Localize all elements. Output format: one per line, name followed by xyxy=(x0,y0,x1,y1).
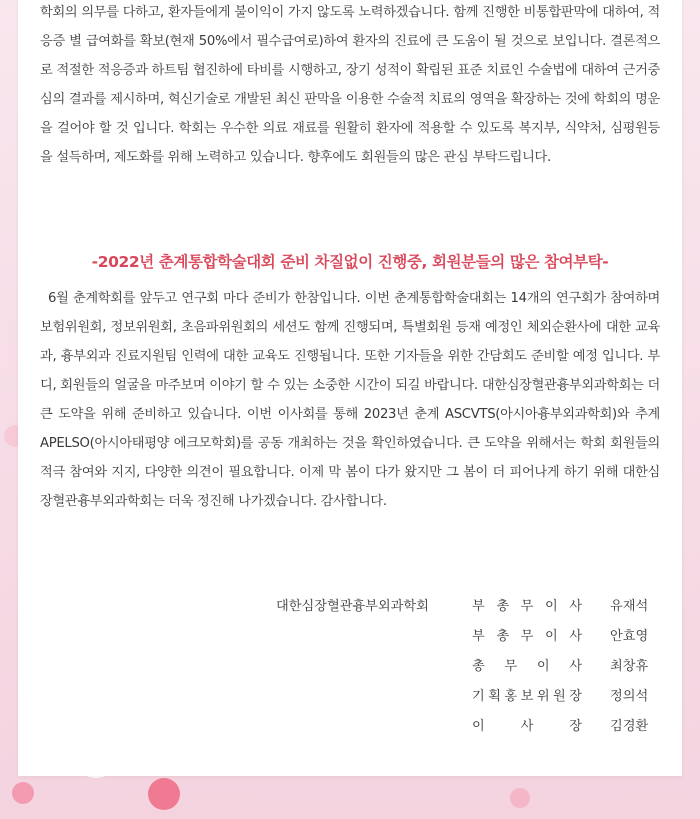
signature-organization: 대한심장혈관흉부외과학회 xyxy=(276,599,429,614)
signature-role-char: 기 xyxy=(472,689,485,704)
signature-name: 안효영 xyxy=(610,629,649,644)
signature-role-char: 무 xyxy=(504,659,518,674)
signature-role-char: 사 xyxy=(569,629,582,644)
signature-role-char: 홍 xyxy=(504,689,518,704)
signature-role xyxy=(472,625,582,644)
petal-decoration xyxy=(510,788,530,808)
signature-role-char: 총 xyxy=(496,629,510,644)
signature-role-char: 총 xyxy=(496,599,510,614)
signature-role-char: 이 xyxy=(536,659,550,674)
signature-row xyxy=(18,685,682,715)
signature-name: 유재석 xyxy=(610,599,649,614)
signature-role-char: 획 xyxy=(488,689,501,704)
signature-role-char: 사 xyxy=(520,719,534,734)
signature-role xyxy=(472,685,582,704)
signature-name: 최창휴 xyxy=(610,659,649,674)
signature-role-char: 총 xyxy=(472,659,485,674)
signature-row xyxy=(18,625,682,655)
body-paragraph-1: 학회의 의무를 다하고, 환자들에게 불이익이 가지 않도록 노력하겠습니다. 함께 진행한 비통합판막에 대하여, 적응증 별 급여화를 확보(현재 50%에서 필수급여로)하여 환자의 진료에 큰 도움이 될 것으로 보입니다. 결론적으로 적절한 적응증과 하트팀 협진하에 타비를 시행하고, 장기 성적이 확립된 표준 치료인 수술법에 대하여 근거중심의 결과를 제시하며, 혁신기술로 개발된 최신 판막을 이용한 수술적 치료의 영역을 확장하는 것에 학회의 명운을 걸어야 할 것 입니다. 학회는 우수한 의료 재료를 원활히 환자에 적용할 수 있도록 복지부, 식약처, 심평원등을 설득하며, 제도화를 위해 노력하고 있습니다. 향후에도 회원들의 많은 관심 부탁드립니다. xyxy=(40,5,660,165)
signature-role-char: 위 xyxy=(536,689,550,704)
signature-role-char: 보 xyxy=(520,689,534,704)
signature-role-char: 무 xyxy=(520,629,534,644)
signature-role-char: 장 xyxy=(569,689,582,704)
signature-role xyxy=(472,715,582,734)
signature-role-char: 부 xyxy=(472,629,485,644)
body-paragraph-2 xyxy=(40,284,660,516)
signature-role-char: 장 xyxy=(569,719,582,734)
signature-row xyxy=(18,595,682,625)
signature-name: 김경환 xyxy=(610,719,649,734)
signature-role-char: 이 xyxy=(472,719,485,734)
signature-role-char: 사 xyxy=(569,659,582,674)
signature-row xyxy=(18,655,682,685)
letter-card xyxy=(18,0,682,776)
signature-role-char: 이 xyxy=(544,629,558,644)
petal-decoration xyxy=(12,782,34,804)
petal-decoration xyxy=(148,778,180,810)
signature-role-char: 원 xyxy=(553,689,566,704)
signature-role-char: 부 xyxy=(472,599,485,614)
section-heading: -2022년 춘계통합학술대회 준비 차질없이 진행중, 회원분들의 많은 참여부탁- xyxy=(91,253,609,271)
body-paragraph-2-text: 6월 춘계학회를 앞두고 연구회 마다 준비가 한참입니다. 이번 춘계통합학술대회는 14개의 연구회가 참여하며 보험위원회, 정보위원회, 초음파위원회의 세션도 함께 진행되며, 특별회원 등재 예정인 체외순환사에 대한 교육과, 흉부외과 진료지원팀 인력에 대한 교육도 진행됩니다. 또한 기자들을 위한 간담회도 준비할 예정 입니다. 부디, 회원들의 얼굴을 마주보며 이야기 할 수 있는 소중한 시간이 되길 바랍니다. 대한심장혈관흉부외과학회는 더 큰 도약을 위해 준비하고 있습니다. 이번 이사회를 통해 2023년 춘계 ASCVTS(아시아흉부외과학회)와 추계 APELSO(아시아태평양 에크모학회)를 공동 개최하는 것을 확인하였습니다. 큰 도약을 위해서는 학회 회원들의 적극 참여와 지지, 다양한 의견이 필요합니다. 이제 막 봄이 다가 왔지만 그 봄이 더 피어나게 하기 위해 대한심장혈관흉부외과학회는 더욱 정진해 나가겠습니다. 감사합니다. xyxy=(40,291,660,509)
signature-row xyxy=(18,715,682,745)
signature-name: 정의석 xyxy=(610,689,649,704)
signature-role-char: 사 xyxy=(569,599,582,614)
signature-role-char: 무 xyxy=(520,599,534,614)
signature-role-char: 이 xyxy=(544,599,558,614)
signature-role xyxy=(472,655,582,674)
signature-role xyxy=(472,595,582,614)
